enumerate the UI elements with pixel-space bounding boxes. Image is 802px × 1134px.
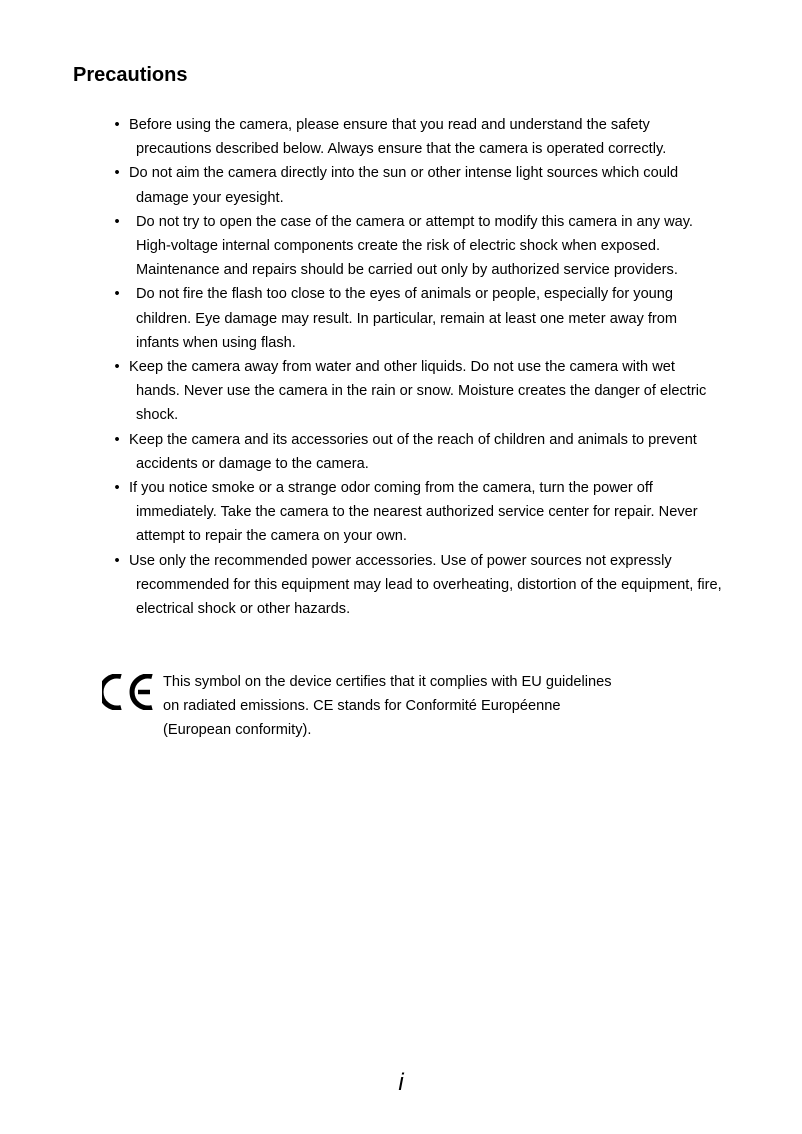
bullet-icon: • [114, 431, 120, 448]
ce-notice-line: on radiated emissions. CE stands for Conformité Européenne [163, 698, 561, 715]
precaution-text: Do not fire the flash too close to the eyes of animals or people, especially for young children. Eye damage may result. In particular, remain at least one meter away from infants when using flash. [136, 286, 678, 351]
bullet-icon: • [114, 117, 120, 133]
bullet-icon: • [114, 165, 120, 182]
precaution-text: Keep the camera and its accessories out of the reach of children and animals to prevent accidents or damage to the camera. [129, 431, 697, 472]
page-title: Precautions [73, 64, 188, 86]
list-item [112, 210, 722, 283]
precaution-text: Do not aim the camera directly into the sun or other intense light sources which could damage your eyesight. [129, 165, 679, 206]
precaution-text: Before using the camera, please ensure that you read and understand the safety precautions described below. Always ensure that the camera is operated correctly. [129, 117, 667, 158]
bullet-icon: • [114, 480, 120, 497]
ce-notice-line: This symbol on the device certifies that it complies with EU guidelines [163, 674, 612, 690]
precaution-text: If you notice smoke or a strange odor coming from the camera, turn the power off immediately. Take the camera to the nearest authorized service center for repair. Never attempt to repair the camera on your own. [129, 480, 698, 545]
precaution-text: Do not try to open the case of the camera or attempt to modify this camera in any way. High-voltage internal components create the risk of electric shock when exposed. Maintenance and repairs should be carried out only by authorized service providers. [136, 213, 693, 279]
bullet-icon: • [114, 552, 120, 569]
list-item [112, 476, 722, 549]
list-item [112, 428, 722, 476]
list-item [112, 355, 722, 428]
list-item [112, 161, 722, 209]
ce-notice-text [163, 670, 663, 743]
precaution-text: Keep the camera away from water and other liquids. Do not use the camera with wet hands. Never use the camera in the rain or snow. Moisture creates the danger of electric shock. [129, 359, 707, 424]
ce-notice-line: (European conformity). [163, 722, 312, 739]
list-item [112, 549, 722, 622]
list-item [112, 282, 722, 355]
bullet-icon: • [114, 359, 120, 376]
page-number: i [398, 1069, 404, 1096]
precaution-text: Use only the recommended power accessories. Use of power sources not expressly recommended for this equipment may lead to overheating, distortion of the equipment, fire, electrical shock or other hazards. [129, 552, 722, 618]
bullet-icon: • [114, 286, 120, 303]
bullet-icon: • [114, 213, 120, 230]
list-item [112, 113, 722, 161]
precautions-list [112, 113, 722, 621]
ce-mark-icon [102, 674, 154, 710]
